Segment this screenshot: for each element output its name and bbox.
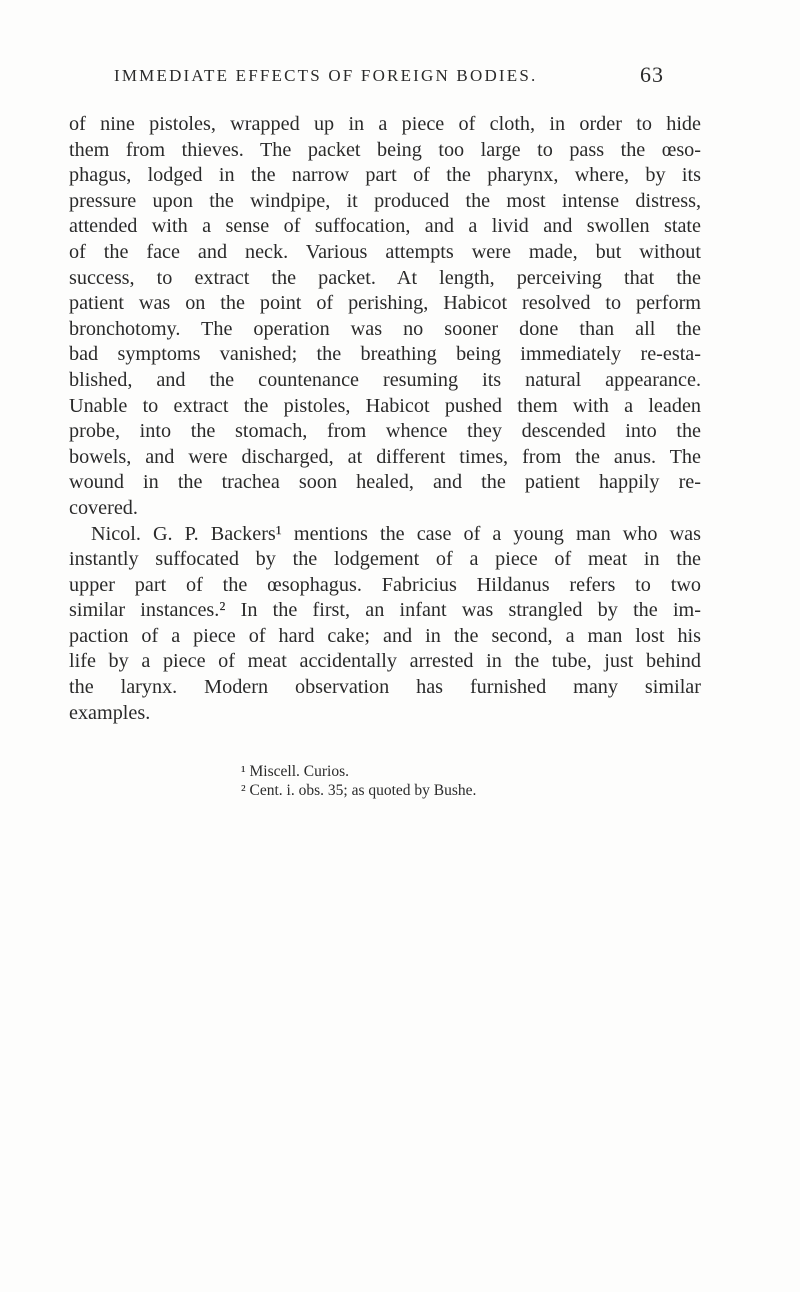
text-line: probe, into the stomach, from whence they descended into the: [69, 420, 701, 443]
text-line: paction of a piece of hard cake; and in the second, a man lost his: [69, 624, 701, 647]
text-line: similar instances.² In the first, an infant was strangled by the im-: [69, 599, 701, 622]
page-number: 63: [640, 62, 664, 87]
footnotes: [241, 762, 476, 800]
text-line: blished, and the countenance resuming its natural appearance.: [69, 368, 701, 391]
text-line: wound in the trachea soon healed, and the patient happily re-: [69, 471, 701, 494]
text-line: Unable to extract the pistoles, Habicot pushed them with a leaden: [69, 394, 701, 417]
text-line: of nine pistoles, wrapped up in a piece of cloth, in order to hide: [69, 113, 701, 135]
text-line: life by a piece of meat accidentally arrested in the tube, just behind: [69, 650, 701, 673]
body-text: [69, 112, 701, 726]
text-line: covered.: [69, 496, 138, 519]
text-line: success, to extract the packet. At length, perceiving that the: [69, 266, 701, 289]
text-line: pressure upon the windpipe, it produced the most intense distress,: [69, 189, 701, 212]
text-line: phagus, lodged in the narrow part of the pharynx, where, by its: [69, 164, 701, 187]
footnote-2: ² Cent. i. obs. 35; as quoted by Bushe.: [241, 782, 477, 799]
footnote-1: ¹ Miscell. Curios.: [241, 763, 349, 780]
text-line: Nicol. G. P. Backers¹ mentions the case of a young man who was: [91, 522, 701, 545]
text-line: the larynx. Modern observation has furnished many similar: [69, 676, 701, 699]
text-line: of the face and neck. Various attempts were made, but without: [69, 240, 701, 263]
text-line: examples.: [69, 701, 151, 724]
text-line: bronchotomy. The operation was no sooner done than all the: [69, 317, 701, 340]
text-line: attended with a sense of suffocation, and a livid and swollen state: [69, 215, 701, 238]
text-line: patient was on the point of perishing, Habicot resolved to perform: [69, 292, 701, 315]
running-title: IMMEDIATE EFFECTS OF FOREIGN BODIES.: [114, 66, 538, 85]
text-line: upper part of the œsophagus. Fabricius Hildanus refers to two: [69, 573, 701, 596]
text-line: them from thieves. The packet being too large to pass the œso-: [69, 138, 701, 161]
text-line: bad symptoms vanished; the breathing being immediately re-esta-: [69, 343, 701, 366]
text-line: instantly suffocated by the lodgement of a piece of meat in the: [69, 548, 701, 571]
text-line: bowels, and were discharged, at different times, from the anus. The: [69, 445, 701, 468]
